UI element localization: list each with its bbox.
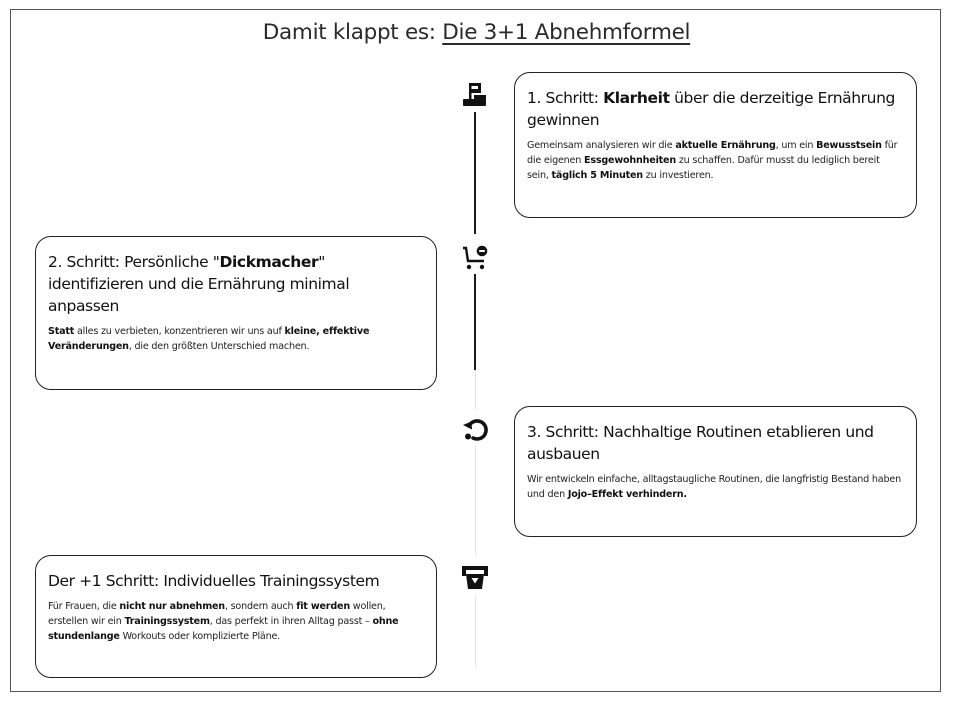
step-2-card	[35, 236, 437, 390]
receipt-printer-icon	[460, 80, 490, 110]
text-run: 2. Schritt: Persönliche "	[48, 253, 220, 271]
text-run: Für Frauen, die	[48, 601, 120, 612]
text-run: , das perfekt in ihren Alltag passt –	[209, 616, 373, 627]
page-title-prefix: Damit klappt es:	[262, 20, 443, 45]
text-run: 3. Schritt: Nachhaltige Routinen etablieren und ausbauen	[527, 423, 874, 463]
emphasis-text: ohne stundenlange	[48, 616, 399, 642]
emphasis-text: kleine, effektive Veränderungen	[48, 326, 370, 352]
timeline-line-faint-1	[475, 370, 476, 410]
step-2-text	[48, 324, 424, 354]
emphasis-text: aktuelle Ernährung	[675, 140, 776, 151]
text-run: Wir entwickeln einfache, alltagstaugliche Routinen, die langfristig Bestand haben und den	[527, 474, 901, 500]
step-1-card	[514, 72, 917, 218]
text-run: Gemeinsam analysieren wir die	[527, 140, 676, 151]
emphasis-text: Bewusstsein	[816, 140, 882, 151]
page-title-highlight: Die 3+1 Abnehmformel	[442, 20, 691, 45]
emphasis-text: fit werden	[296, 601, 350, 612]
step-3-text	[527, 472, 904, 502]
text-run: wollen, erstellen wir ein	[48, 601, 386, 627]
text-run: Der +1 Schritt: Individuelles Trainingssystem	[48, 572, 380, 590]
timeline-line-1	[474, 112, 476, 234]
step-3-title	[527, 421, 904, 465]
text-run: , die den größten Unterschied machen.	[128, 341, 310, 352]
text-run: , sondern auch	[224, 601, 297, 612]
step-2-title	[48, 251, 424, 317]
step-1-text	[527, 138, 904, 183]
emphasis-text: nicht nur abnehmen	[119, 601, 225, 612]
text-run: alles zu verbieten, konzentrieren wir uns auf	[74, 326, 285, 337]
timeline-line-faint-2	[475, 445, 476, 555]
undo-arrow-icon	[460, 414, 490, 444]
emphasis-text: Statt	[48, 326, 75, 337]
step-plus-1-text	[48, 599, 424, 644]
text-run: über die derzeitige Ernährung gewinnen	[527, 89, 895, 129]
page-title	[0, 20, 953, 45]
emphasis-text: täglich 5 Minuten	[551, 170, 643, 181]
timeline-line-faint-3	[475, 595, 476, 667]
step-plus-1-card	[35, 555, 437, 678]
kettlebell-icon	[460, 563, 490, 593]
emphasis-text: Jojo–Effekt verhindern.	[567, 489, 687, 500]
cart-remove-icon	[460, 243, 490, 273]
text-run: zu schaffen. Dafür musst du lediglich bereit sein,	[527, 155, 880, 181]
emphasis-text: Trainingssystem	[124, 616, 210, 627]
step-3-card	[514, 406, 917, 537]
text-run: " identifizieren und die Ernährung minimal anpassen	[48, 253, 350, 315]
emphasis-text: Essgewohnheiten	[583, 155, 676, 166]
step-plus-1-title	[48, 570, 424, 592]
text-run: , um ein	[775, 140, 817, 151]
text-run: 1. Schritt:	[527, 89, 604, 107]
emphasis-text: Klarheit	[603, 89, 670, 107]
emphasis-text: Dickmacher	[219, 253, 319, 271]
text-run: zu investieren.	[642, 170, 714, 181]
timeline-line-2	[474, 274, 476, 370]
text-run: für die eigenen	[527, 140, 898, 166]
step-1-title	[527, 87, 904, 131]
text-run: Workouts oder komplizierte Pläne.	[119, 631, 281, 642]
